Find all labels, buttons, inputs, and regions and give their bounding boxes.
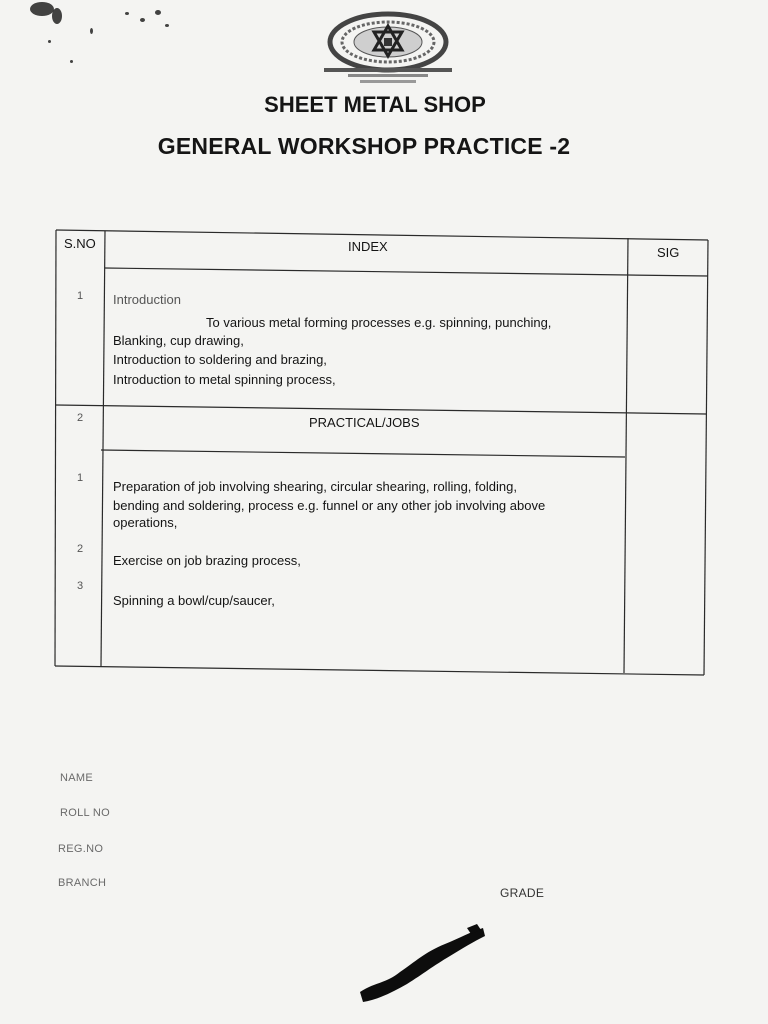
grade-label: GRADE [500, 886, 545, 900]
signature-mark [355, 922, 490, 1004]
row-sno: 2 [77, 543, 84, 555]
column-header-sno: S.NO [64, 236, 96, 251]
row-sno: 3 [77, 580, 84, 592]
list-item: Spinning a bowl/cup/saucer, [113, 593, 275, 608]
section-heading: PRACTICAL/JOBS [309, 415, 420, 430]
list-item: bending and soldering, process e.g. funnel or any other job involving above [113, 498, 546, 513]
column-header-index: INDEX [348, 239, 388, 254]
institution-logo [318, 8, 458, 88]
list-item: Exercise on job brazing process, [113, 553, 301, 568]
page-title: SHEET METAL SHOP [264, 92, 486, 117]
list-item: operations, [113, 515, 178, 530]
list-item: Introduction to metal spinning process, [113, 372, 336, 387]
reg-no-label: REG.NO [58, 843, 104, 855]
list-item: To various metal forming processes e.g. spinning, punching, [206, 315, 552, 330]
column-header-sig: SIG [657, 245, 680, 260]
list-item: Introduction to soldering and brazing, [113, 352, 327, 367]
name-label: NAME [60, 772, 93, 784]
list-item: Blanking, cup drawing, [113, 333, 244, 348]
section-heading: Introduction [113, 292, 181, 307]
roll-no-label: ROLL NO [60, 807, 110, 819]
branch-label: BRANCH [58, 877, 107, 889]
list-item: Preparation of job involving shearing, circular shearing, rolling, folding, [113, 479, 517, 494]
page-subtitle: GENERAL WORKSHOP PRACTICE -2 [157, 133, 571, 159]
row-sno: 2 [77, 412, 84, 424]
row-sno: 1 [77, 290, 84, 302]
row-sno: 1 [77, 472, 84, 484]
